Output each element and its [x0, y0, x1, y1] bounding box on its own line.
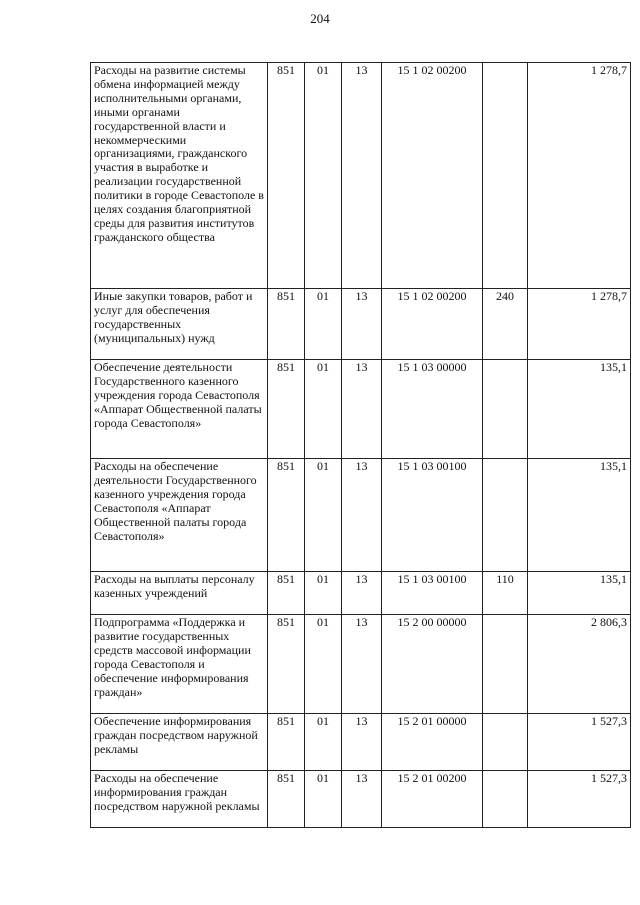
target-article-cell: 15 1 03 00000: [382, 360, 483, 459]
section-code-cell: 01: [305, 615, 342, 714]
amount-cell: 1 278,7: [528, 289, 631, 360]
amount-cell: 2 806,3: [528, 615, 631, 714]
expense-type-cell: [483, 63, 528, 289]
ved-code-cell: 851: [268, 714, 305, 771]
section-code-cell: 01: [305, 771, 342, 828]
row-name-cell: Обеспечение деятельности Государственного казенного учреждения города Севастополя «Аппарат Общественной палаты города Севастополя»: [91, 360, 268, 459]
table-row: [91, 360, 631, 459]
target-article-cell: 15 1 03 00100: [382, 459, 483, 572]
expense-type-cell: [483, 771, 528, 828]
amount-cell: 135,1: [528, 572, 631, 615]
ved-code-cell: 851: [268, 572, 305, 615]
subsection-code-cell: 13: [342, 615, 382, 714]
subsection-code-cell: 13: [342, 771, 382, 828]
target-article-cell: 15 2 00 00000: [382, 615, 483, 714]
target-article-cell: 15 1 02 00200: [382, 289, 483, 360]
expense-type-cell: 110: [483, 572, 528, 615]
subsection-code-cell: 13: [342, 63, 382, 289]
ved-code-cell: 851: [268, 459, 305, 572]
amount-cell: 135,1: [528, 360, 631, 459]
target-article-cell: 15 1 03 00100: [382, 572, 483, 615]
table-row: [91, 615, 631, 714]
table-row: [91, 63, 631, 289]
table-row: [91, 714, 631, 771]
amount-cell: 1 278,7: [528, 63, 631, 289]
subsection-code-cell: 13: [342, 289, 382, 360]
ved-code-cell: 851: [268, 289, 305, 360]
expense-type-cell: [483, 615, 528, 714]
page-number: 204: [310, 11, 330, 26]
target-article-cell: 15 2 01 00000: [382, 714, 483, 771]
target-article-cell: 15 1 02 00200: [382, 63, 483, 289]
table-row: [91, 771, 631, 828]
ved-code-cell: 851: [268, 360, 305, 459]
row-name-cell: Расходы на выплаты персоналу казенных учреждений: [91, 572, 268, 615]
amount-cell: 1 527,3: [528, 714, 631, 771]
subsection-code-cell: 13: [342, 572, 382, 615]
row-name-cell: Расходы на развитие системы обмена информацией между исполнительными органами, иными органами государственной власти и некоммерческими организациями, гражданского участия в выработке и реализации государственной политики в городе Севастополе в целях создания благоприятной среды для развития институтов гражданского общества: [91, 63, 268, 289]
section-code-cell: 01: [305, 63, 342, 289]
expense-type-cell: [483, 360, 528, 459]
section-code-cell: 01: [305, 459, 342, 572]
row-name-cell: Расходы на обеспечение информирования граждан посредством наружной рекламы: [91, 771, 268, 828]
amount-cell: 1 527,3: [528, 771, 631, 828]
table-row: [91, 572, 631, 615]
table-row: [91, 289, 631, 360]
subsection-code-cell: 13: [342, 459, 382, 572]
subsection-code-cell: 13: [342, 714, 382, 771]
target-article-cell: 15 2 01 00200: [382, 771, 483, 828]
row-name-cell: Обеспечение информирования граждан посредством наружной рекламы: [91, 714, 268, 771]
ved-code-cell: 851: [268, 771, 305, 828]
section-code-cell: 01: [305, 714, 342, 771]
ved-code-cell: 851: [268, 615, 305, 714]
expense-type-cell: 240: [483, 289, 528, 360]
row-name-cell: Расходы на обеспечение деятельности Государственного казенного учреждения города Севастополя «Аппарат Общественной палаты города Севастополя»: [91, 459, 268, 572]
row-name-cell: Иные закупки товаров, работ и услуг для обеспечения государственных (муниципальных) нужд: [91, 289, 268, 360]
table-row: [91, 459, 631, 572]
expense-type-cell: [483, 714, 528, 771]
section-code-cell: 01: [305, 572, 342, 615]
amount-cell: 135,1: [528, 459, 631, 572]
subsection-code-cell: 13: [342, 360, 382, 459]
budget-table: [90, 62, 631, 828]
section-code-cell: 01: [305, 360, 342, 459]
expense-type-cell: [483, 459, 528, 572]
ved-code-cell: 851: [268, 63, 305, 289]
section-code-cell: 01: [305, 289, 342, 360]
row-name-cell: Подпрограмма «Поддержка и развитие государственных средств массовой информации города Севастополя и обеспечение информирования граждан»: [91, 615, 268, 714]
